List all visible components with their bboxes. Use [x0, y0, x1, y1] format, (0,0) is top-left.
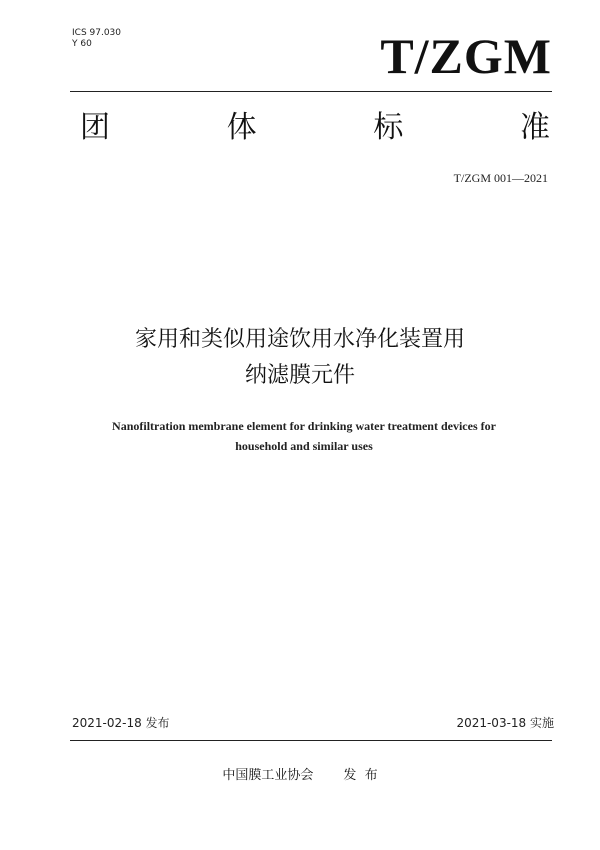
release-date: 2021-02-18 发布 — [72, 716, 170, 730]
issuer-action: 发 布 — [343, 768, 378, 783]
document-type-title — [80, 108, 550, 148]
english-title-line: Nanofiltration membrane element for drinking water treatment devices for — [112, 419, 496, 433]
chinese-title — [0, 322, 600, 394]
english-title — [40, 416, 568, 456]
document-type-char: 体 — [226, 110, 257, 145]
ics-code: ICS 97.030 — [72, 28, 122, 38]
issuer-line — [0, 764, 600, 783]
standard-logo: T/ZGM — [380, 28, 552, 84]
document-type-char: 标 — [373, 110, 404, 145]
top-divider — [70, 91, 552, 92]
english-title-line: household and similar uses — [235, 439, 373, 453]
classification-codes — [72, 28, 121, 50]
standard-number: T/ZGM 001—2021 — [453, 171, 548, 185]
document-type-char: 准 — [519, 110, 550, 145]
bottom-divider — [70, 740, 552, 741]
chinese-title-line: 家用和类似用途饮用水净化装置用 — [134, 327, 465, 352]
issuer-organization: 中国膜工业协会 — [222, 768, 314, 783]
implementation-date: 2021-03-18 实施 — [456, 716, 554, 730]
chinese-title-line: 纳滤膜元件 — [244, 363, 355, 388]
document-type-char: 团 — [80, 110, 110, 145]
ccs-code: Y 60 — [72, 39, 92, 49]
